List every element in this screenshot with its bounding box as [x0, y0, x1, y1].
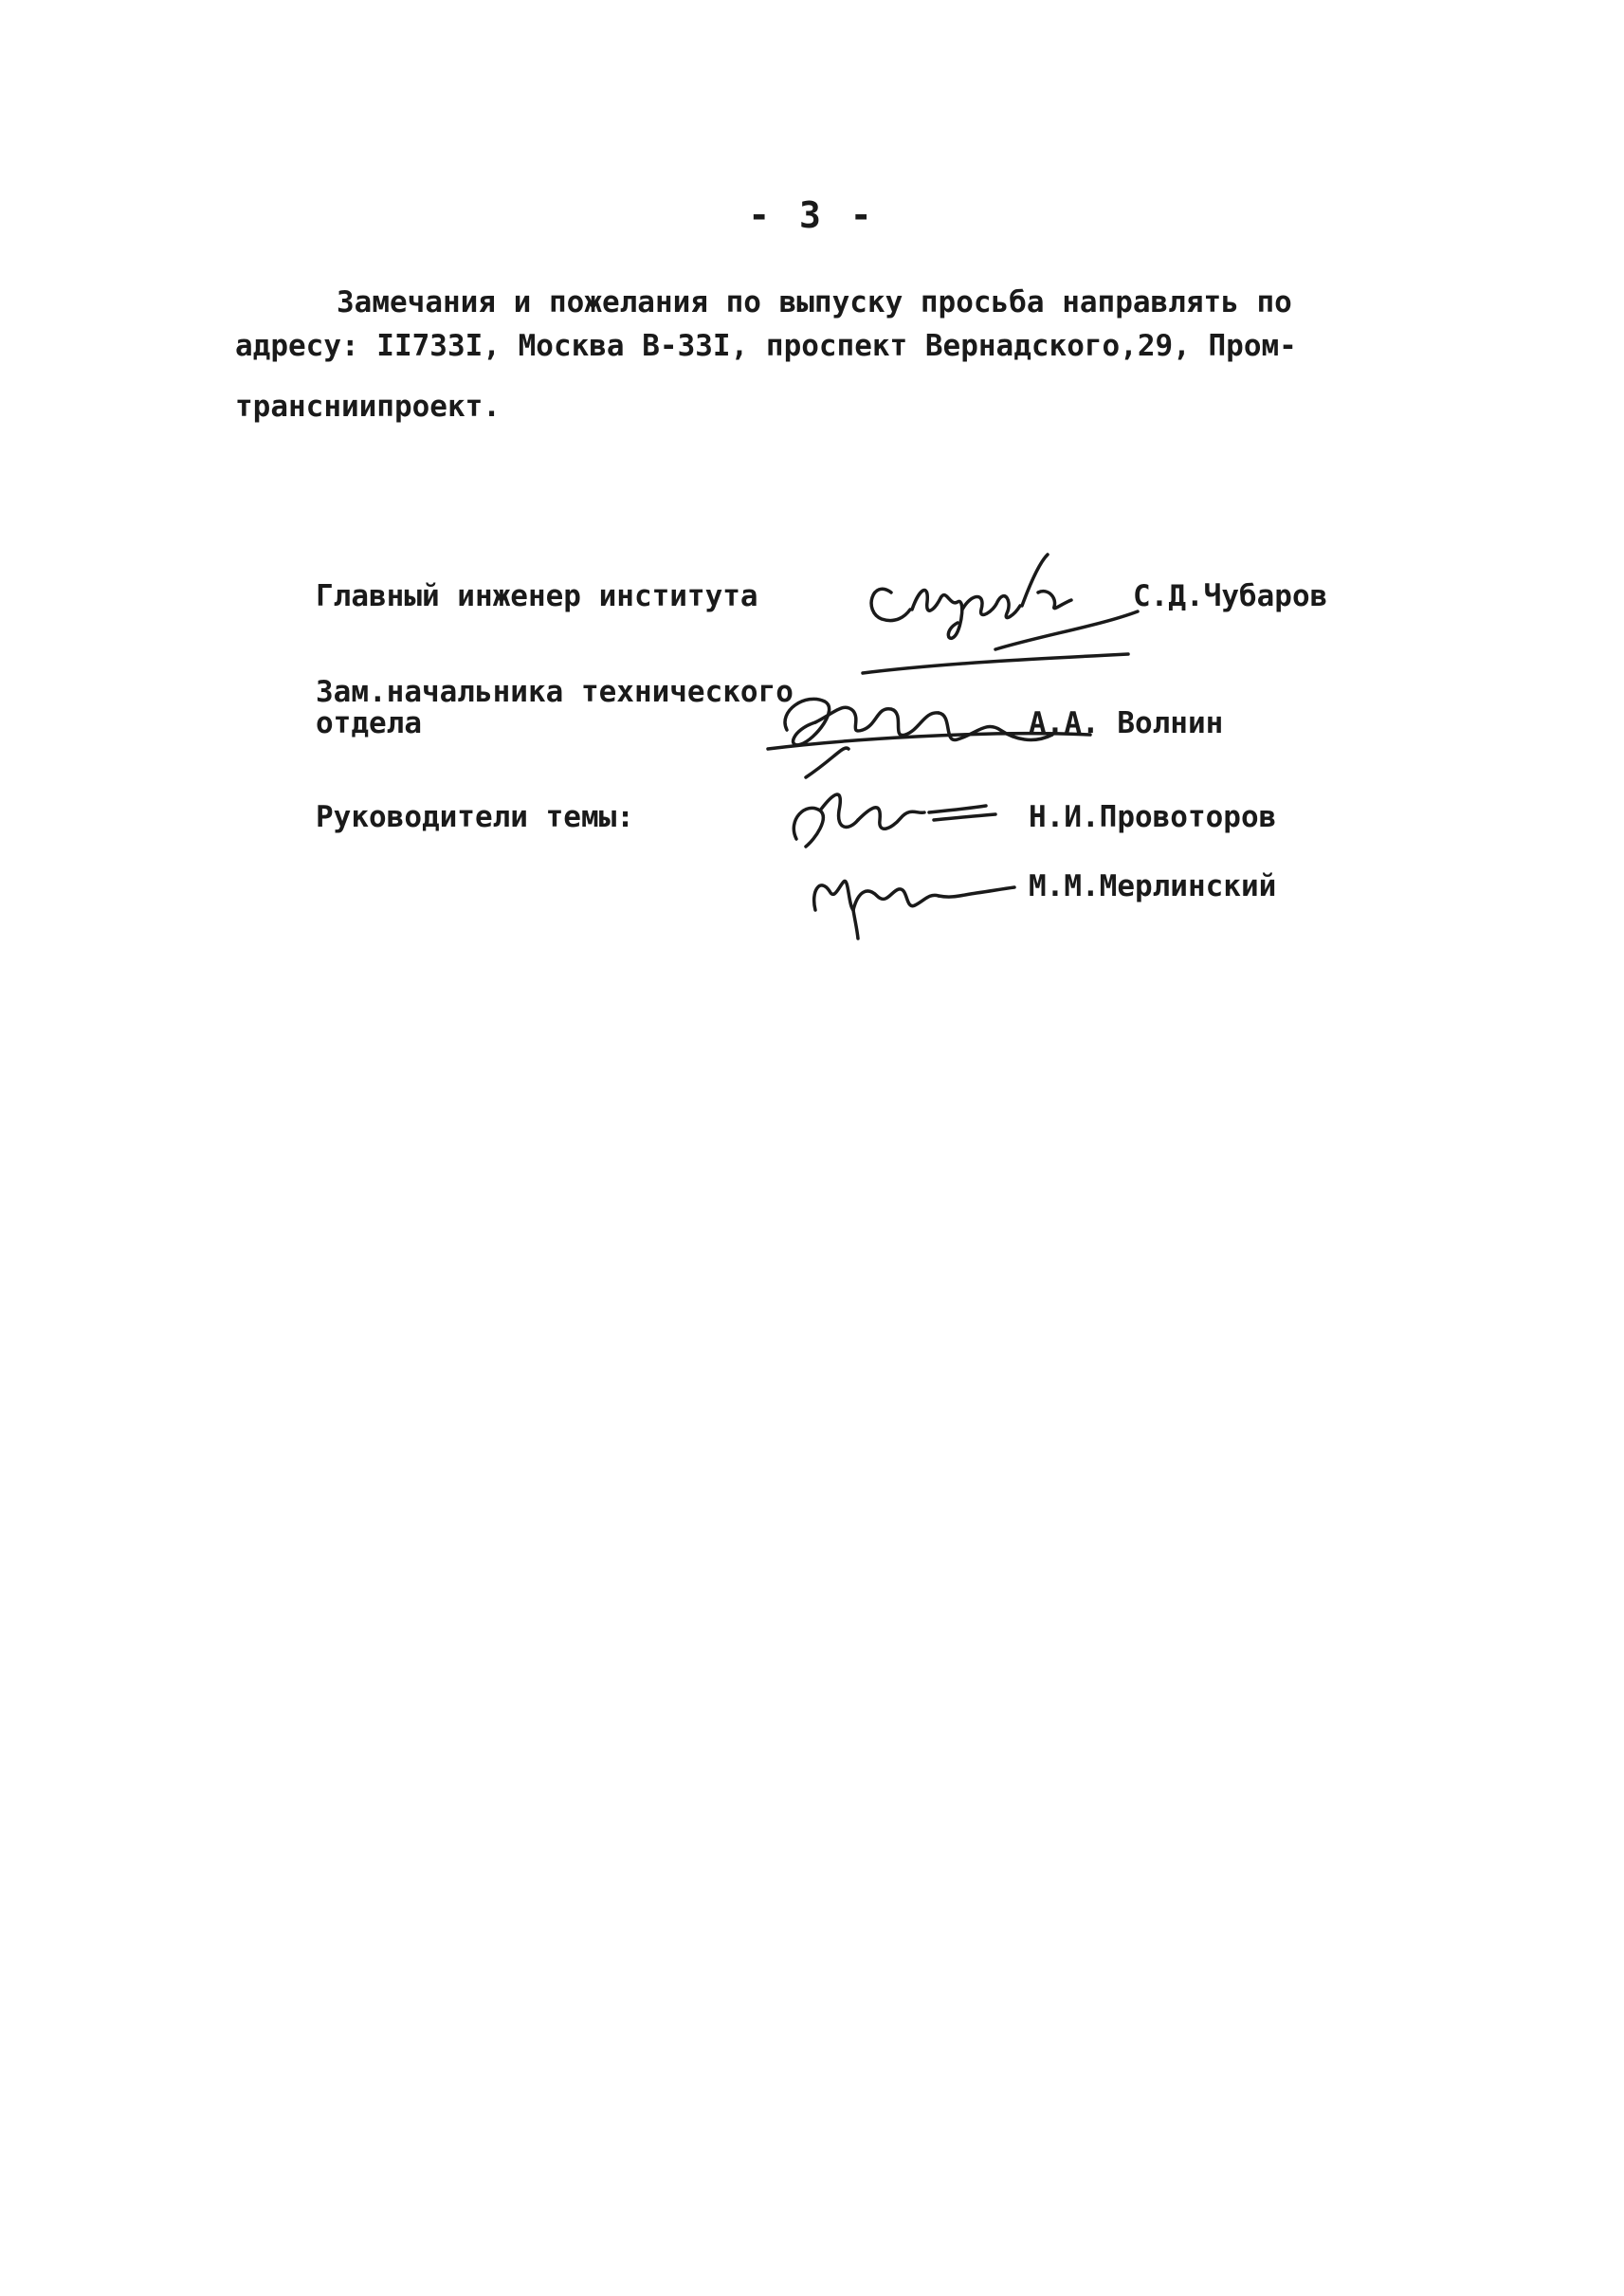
signatory-role-deputy-head-line-1: Зам.начальника технического: [316, 675, 794, 709]
signatory-role-deputy-head-line-2: отдела: [316, 706, 422, 740]
signatory-role-chief-engineer: Главный инженер института: [316, 579, 758, 613]
signatory-name-merlinsky: М.М.Мерлинский: [1029, 869, 1277, 903]
paragraph-line-1: Замечания и пожелания по выпуску просьба направлять по: [337, 285, 1292, 319]
signatory-role-topic-leaders: Руководители темы:: [316, 800, 634, 834]
page-number: - 3 -: [748, 194, 876, 236]
signature-merlinsky: [796, 853, 1024, 938]
signature-provotorov: [768, 773, 1014, 858]
signatory-name-provotorov: Н.И.Провоторов: [1029, 800, 1277, 834]
signatory-name-chubarov: С.Д.Чубаров: [1133, 579, 1328, 613]
paragraph-line-2: адресу: II733I, Москва В-33I, проспект Вернадского,29, Пром-: [235, 329, 1297, 363]
signatory-name-volnin: А.А. Волнин: [1029, 706, 1224, 740]
paragraph-line-3: трансниипроект.: [235, 390, 501, 424]
signature-chubarov: [853, 536, 1138, 659]
